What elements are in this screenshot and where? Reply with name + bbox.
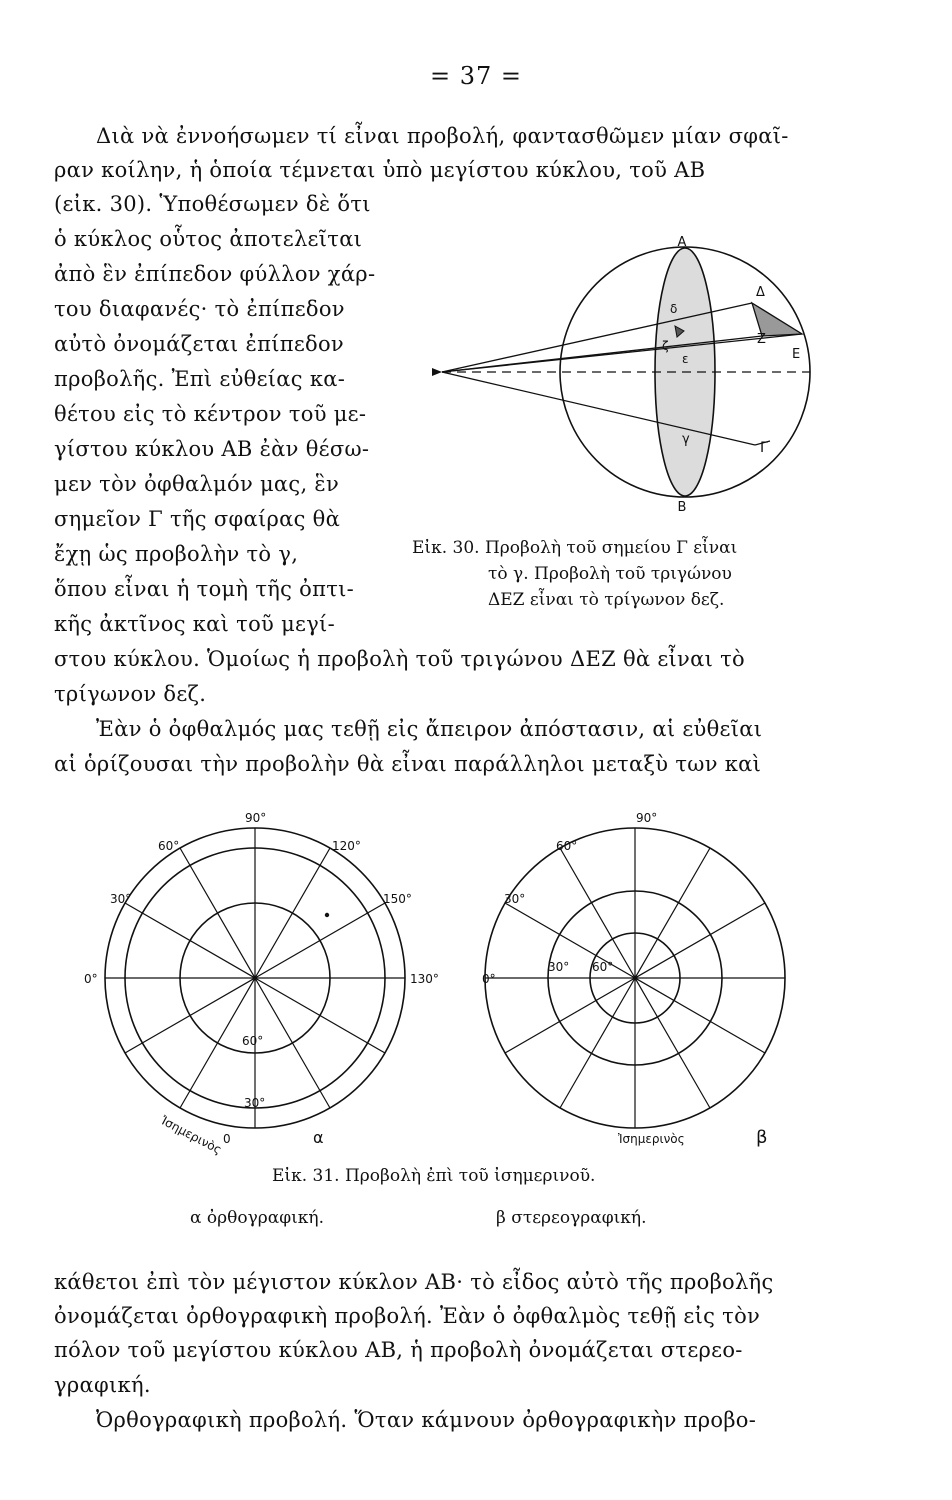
label-inner-60: 60°	[242, 1034, 264, 1048]
text-line: ὁ κύκλος οὗτος ἀποτελεῖται	[54, 227, 363, 251]
label-A: A	[677, 235, 687, 250]
equator-value: 0	[223, 1132, 231, 1146]
label-gamma-small: γ	[682, 432, 690, 447]
text-line: ἔχῃ ὡς προβολὴν τὸ γ,	[54, 542, 299, 566]
label-60: 60°	[556, 839, 578, 853]
text-line: μεν τὸν ὀφθαλμόν μας, ἓν	[54, 472, 340, 496]
caption-a: α ὀρθογραφική.	[190, 1208, 324, 1228]
label-0: 0°	[482, 972, 496, 986]
text-line: Ἐὰν ὁ ὀφθαλμός μας τεθῇ εἰς ἄπειρον ἀπόστασιν, αἱ εὐθεῖαι	[96, 717, 763, 741]
text-line: ραν κοίλην, ἡ ὁποία τέμνεται ὑπὸ μεγίστου κύκλου, τοῦ AB	[54, 158, 706, 182]
equator-label: Ἰσημερινὸς	[618, 1132, 685, 1146]
label-60: 60°	[158, 839, 180, 853]
equator-label: Ἰσημερινὸς	[158, 1113, 225, 1157]
figure-31b-stereographic	[470, 805, 800, 1160]
text-line: θέτου εἰς τὸ κέντρον τοῦ με-	[54, 402, 367, 426]
label-130: 130°	[410, 972, 439, 986]
label-delta-small: δ	[670, 302, 678, 316]
text-line: γίστου κύκλου AB ἐὰν θέσω-	[54, 437, 370, 461]
text-line: στου κύκλου. Ὁμοίως ἡ προβολὴ τοῦ τριγώνου ΔΕΖ θὰ εἶναι τὸ	[54, 647, 745, 671]
label-30: 30°	[110, 892, 132, 906]
text-line: κάθετοι ἐπὶ τὸν μέγιστον κύκλον AB· τὸ εἶδος αὐτὸ τῆς προβολῆς	[54, 1270, 774, 1294]
label-Delta: Δ	[756, 285, 765, 300]
label-90: 90°	[636, 811, 658, 825]
text-line: Διὰ νὰ ἐννοήσωμεν τί εἶναι προβολή, φαντασθῶμεν μίαν σφαῖ-	[96, 124, 789, 148]
label-90: 90°	[245, 811, 267, 825]
label-120: 120°	[332, 839, 361, 853]
figure-letter-a: α	[313, 1128, 324, 1147]
caption-line: ΔΕΖ εἶναι τὸ τρίγωνον δεζ.	[488, 590, 725, 610]
figure-31a-orthographic	[70, 805, 440, 1160]
text-line: πόλον τοῦ μεγίστου κύκλου AB, ἡ προβολὴ ὀνομάζεται στερεο-	[54, 1338, 743, 1362]
text-line: γραφική.	[54, 1373, 151, 1397]
figure-letter-b: β	[756, 1127, 768, 1148]
label-Gamma: Γ	[760, 440, 768, 456]
text-line: ἀπὸ ἓν ἐπίπεδον φύλλον χάρ-	[54, 262, 376, 286]
caption-title: Εἰκ. 31. Προβολὴ ἐπὶ τοῦ ἰσημερινοῦ.	[272, 1166, 596, 1186]
label-inner-30: 30°	[548, 960, 570, 974]
text-line: αἱ ὁρίζουσαι τὴν προβολὴν θὰ εἶναι παράλληλοι μεταξὺ των καὶ	[54, 752, 762, 776]
label-B: B	[677, 500, 687, 515]
text-line: (εἰκ. 30). Ὑποθέσωμεν δὲ ὅτι	[54, 192, 371, 216]
caption-b: β στερεογραφική.	[496, 1208, 647, 1228]
page-number: = 37 =	[429, 62, 522, 90]
text-line: του διαφανές· τὸ ἐπίπεδον	[54, 297, 345, 321]
caption-line: τὸ γ. Προβολὴ τοῦ τριγώνου	[488, 564, 732, 584]
text-line: ὀνομάζεται ὀρθογραφικὴ προβολή. Ἐὰν ὁ ὀφθαλμὸς τεθῇ εἰς τὸν	[54, 1304, 761, 1328]
label-inner-60: 60°	[592, 960, 614, 974]
text-line: σημεῖον Γ τῆς σφαίρας θὰ	[54, 507, 341, 531]
text-line: τρίγωνον δεζ.	[54, 682, 207, 706]
text-line: ὅπου εἶναι ἡ τομὴ τῆς ὀπτι-	[54, 577, 355, 601]
text-line: αὐτὸ ὀνομάζεται ἐπίπεδον	[54, 332, 344, 356]
text-line: κῆς ἀκτῖνος καὶ τοῦ μεγί-	[54, 612, 335, 636]
text-line: Ὀρθογραφικὴ προβολή. Ὅταν κάμνουν ὀρθογραφικὴν προβο-	[96, 1408, 757, 1432]
label-150: 150°	[383, 892, 412, 906]
label-Z: Z	[757, 332, 766, 347]
caption-line: Εἰκ. 30. Προβολὴ τοῦ σημείου Γ εἶναι	[412, 538, 738, 558]
label-zeta-small: ζ	[662, 339, 669, 353]
text-line: προβολῆς. Ἐπὶ εὐθείας κα-	[54, 367, 346, 391]
label-epsilon-small: ε	[682, 352, 689, 366]
figure-30-diagram	[420, 228, 840, 528]
label-0: 0°	[84, 972, 98, 986]
label-inner-30: 30°	[244, 1096, 266, 1110]
label-E: E	[792, 347, 801, 362]
label-30: 30°	[504, 892, 526, 906]
